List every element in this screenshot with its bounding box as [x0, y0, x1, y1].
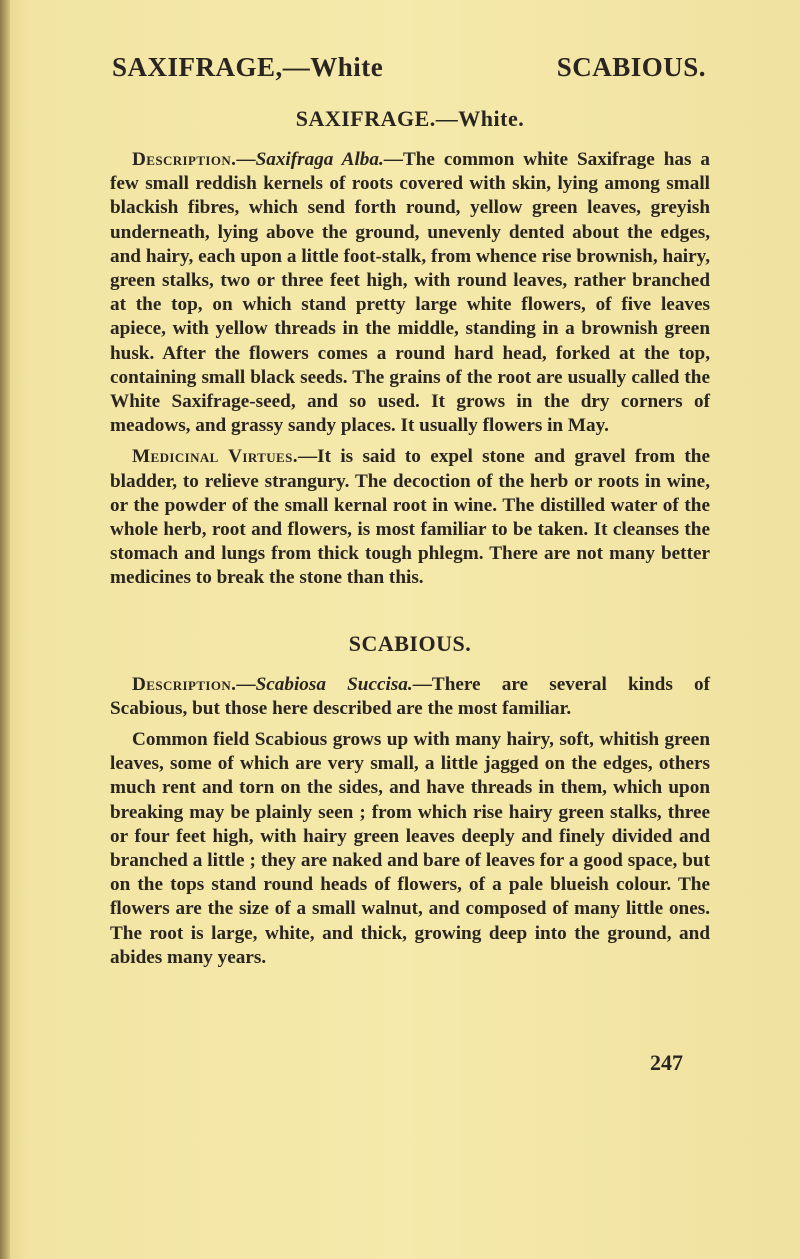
saxifrage-description: Description.—Saxifraga Alba.—The common white Saxifrage has a few small reddish kernels of roots covered with skin, lying among small blackish fibres, which send forth round, yellow green leaves, greyish underneath, lying above the ground, unevenly dented about the edges, and hairy, each upon a little foot-stalk, from whence rise brownish, hairy, green stalks, two or three feet high, with round leaves, rather branched at the top, on which stand pretty large white flowers, of five leaves apiece, with yellow threads in the middle, standing in a brownish green husk. After the flowers comes a round hard head, forked at the top, containing small black seeds. The grains of the root are usually called the White Saxifrage-seed, and so used. It grows in the dry corners of meadows, and grassy sandy places. It usually flowers in May. [110, 149, 711, 437]
virtues-label: Medicinal Virtues. [132, 446, 298, 468]
running-head-left: SAXIFRAGE,—White [112, 52, 384, 82]
description-text: The common white Saxifrage has a few small reddish kernels of roots covered with skin, lying among small blackish fibres, which send forth round, yellow green leaves, greyish underneath, lying above the ground, unevenly dented about the edges, and hairy, each upon a little foot-stalk, from whence rise brownish, hairy, green stalks, two or three feet high, with round leaves, rather branched at the top, on which stand pretty large white flowers, of five leaves apiece, with yellow threads in the middle, standing in a brownish green husk. After the flowers comes a round hard head, forked at the top, containing small black seeds. The grains of the root are usually called the White Saxifrage-seed, and so used. It grows in the dry corners of meadows, and grassy sandy places. It usually flowers in May. [110, 149, 711, 437]
description-label: Description. [132, 149, 237, 170]
running-head-right: SCABIOUS. [556, 52, 706, 82]
latin-name: Saxifraga Alba. [255, 149, 384, 170]
scabious-description: Description.—Scabiosa Succisa.—There are several kinds of Scabious, but those here described are the most familiar. [110, 673, 710, 719]
page-spine-shadow [0, 0, 10, 1259]
description-text: There are several kinds of Scabious, but those here described are the most familiar. [110, 673, 710, 719]
virtues-text: It is said to expel stone and gravel from the bladder, to relieve strangury. The decoction of the herb or roots in wine, or the powder of the small kernal root in wine. The distilled water of the whole herb, root and flowers, is most familiar to be taken. It cleanses the stomach and lungs from thick tough phlegm. There are not many better medicines to break the stone than this. [110, 446, 710, 589]
scabious-paragraph: Common field Scabious grows up with many hairy, soft, whitish green leaves, some of which are very small, a little jagged on the edges, others much rent and torn on the sides, and have threads in them, which upon breaking may be plainly seen ; from which rise hairy green stalks, three or four feet high, with hairy green leaves deeply and finely divided and branched a little ; they are naked and bare of leaves for a good space, but on the tops stand round heads of flowers, of a pale blueish colour. The flowers are the size of a small walnut, and composed of many little ones. The root is large, white, and thick, growing deep into the ground, and abides many years. [110, 729, 710, 968]
page-content [110, 102, 710, 977]
latin-name: Scabiosa Succisa. [255, 673, 413, 695]
section-title-scabious: SCABIOUS. [348, 630, 472, 656]
section-title-saxifrage: SAXIFRAGE.—White. [295, 106, 525, 131]
running-head [112, 52, 706, 83]
description-label: Description. [132, 673, 237, 695]
page-number: 247 [650, 1050, 683, 1075]
saxifrage-virtues: Medicinal Virtues.—It is said to expel stone and gravel from the bladder, to relieve strangury. The decoction of the herb or roots in wine, or the powder of the small kernal root in wine. The distilled water of the whole herb, root and flowers, is most familiar to be taken. It cleanses the stomach and lungs from thick tough phlegm. There are not many better medicines to break the stone than this. [110, 446, 710, 589]
